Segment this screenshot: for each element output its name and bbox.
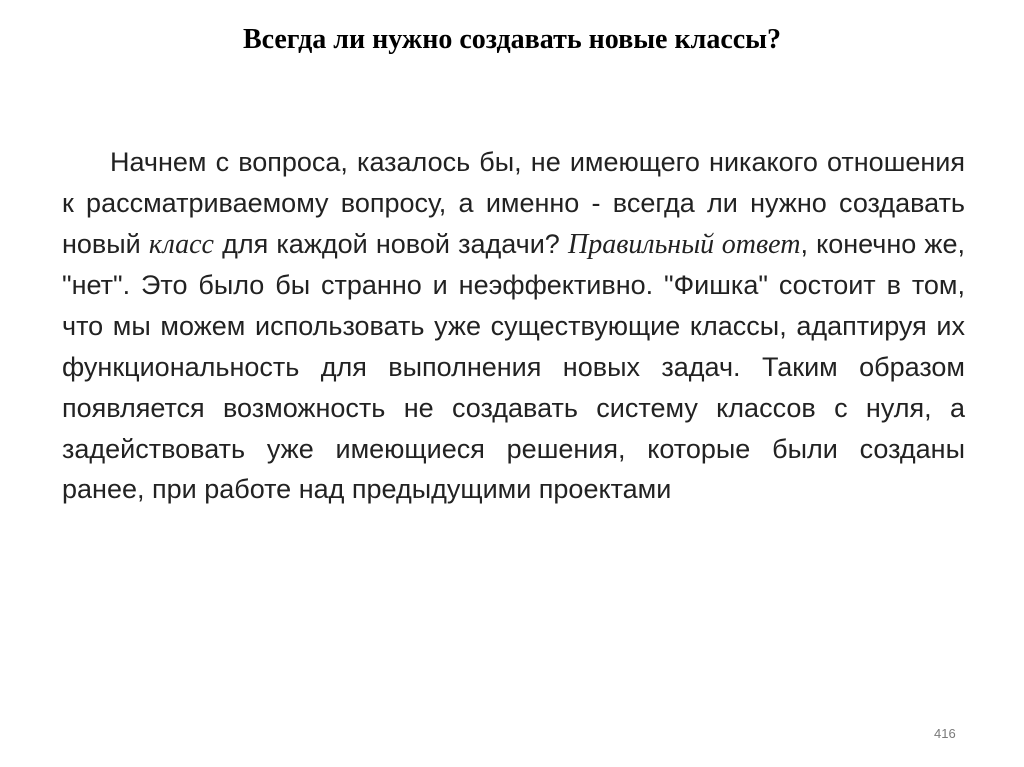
paragraph-text-part-2: для каждой новой задачи? [213, 228, 568, 259]
paragraph-text-part-3: , конечно же, "нет". Это было бы странно и неэффективно. "Фишка" состоит в том, что мы можем использовать уже существующие классы, адаптируя их функциональность для выполнения новых задач. Таким образом появляется возможность не создавать систему классов с нуля, а задействовать уже имеющиеся решения, которые были созданы ранее, при работе над предыдущими проектами [62, 228, 965, 505]
italic-term-correct-answer: Правильный ответ [567, 228, 801, 260]
italic-term-class: класс [148, 228, 214, 260]
paragraph-text-part-1: Начнем с вопроса, казалось бы, не имеющего никакого отношения к рассматриваемому вопросу, а именно - всегда ли нужно создавать новый [62, 147, 965, 259]
page-number: 416 [934, 726, 956, 741]
slide-title: Всегда ли нужно создавать новые классы? [242, 24, 782, 55]
body-paragraph [62, 142, 965, 510]
